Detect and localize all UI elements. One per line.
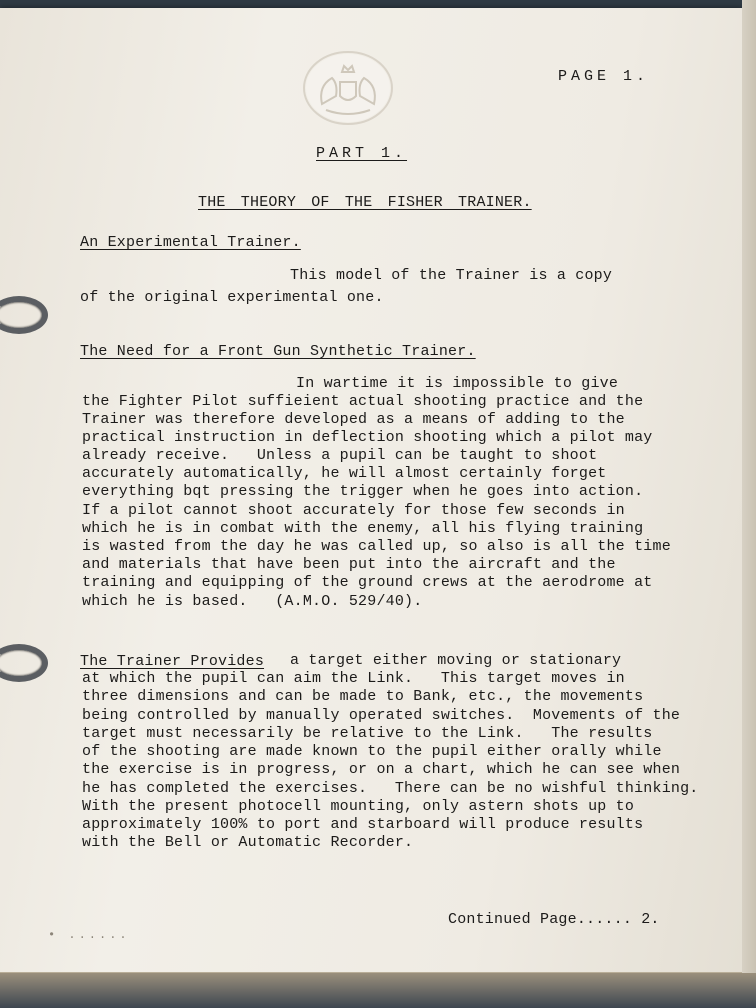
body-line: If a pilot cannot shoot accurately for those few seconds in — [82, 502, 625, 519]
body-line: he has completed the exercises. There can be no wishful thinking. — [82, 780, 699, 797]
body-line: being controlled by manually operated switches. Movements of the — [82, 707, 681, 724]
document-title: THE THEORY OF THE FISHER TRAINER. — [198, 194, 532, 211]
section-heading-experimental: An Experimental Trainer. — [80, 234, 301, 251]
page-label: PAGE 1. — [558, 68, 650, 85]
page-edge — [742, 0, 756, 1008]
binder-background — [0, 973, 756, 1008]
part-label: PART 1. — [316, 145, 408, 162]
body-line: of the shooting are made known to the pupil either orally while — [82, 743, 662, 760]
body-line: with the Bell or Automatic Recorder. — [82, 834, 414, 851]
body-line: the Fighter Pilot suffieient actual shooting practice and the — [82, 393, 644, 410]
body-line: is wasted from the day he was called up, so also is all the time — [82, 538, 671, 555]
body-line: training and equipping of the ground crews at the aerodrome at — [82, 574, 653, 591]
body-line: accurately automatically, he will almost certainly forget — [82, 465, 607, 482]
body-line: the exercise is in progress, or on a chart, which he can see when — [82, 761, 681, 778]
body-line: practical instruction in deflection shooting which a pilot may — [82, 429, 653, 446]
body-line: In wartime it is impossible to give — [296, 375, 619, 392]
section-heading-need: The Need for a Front Gun Synthetic Trainer. — [80, 343, 476, 360]
document-page — [0, 8, 742, 973]
body-line: at which the pupil can aim the Link. This target moves in — [82, 670, 625, 687]
body-line: Trainer was therefore developed as a means of adding to the — [82, 411, 625, 428]
royal-coat-of-arms-emboss — [300, 44, 396, 128]
body-line: which he is in combat with the enemy, all his flying training — [82, 520, 644, 537]
body-line: and materials that have been put into the aircraft and the — [82, 556, 616, 573]
body-line: of the original experimental one. — [80, 289, 384, 306]
body-line: which he is based. (A.M.O. 529/40). — [82, 593, 423, 610]
body-line: a target either moving or stationary — [290, 652, 622, 669]
body-line: target must necessarily be relative to the Link. The results — [82, 725, 653, 742]
body-line: three dimensions and can be made to Bank, etc., the movements — [82, 688, 644, 705]
body-line: With the present photocell mounting, only astern shots up to — [82, 798, 635, 815]
body-line: This model of the Trainer is a copy — [290, 267, 613, 284]
section-heading-provides: The Trainer Provides — [80, 653, 265, 670]
body-line: already receive. Unless a pupil can be taught to shoot — [82, 447, 598, 464]
faint-dots-decoration: • ...... — [48, 928, 130, 942]
continued-page-footer: Continued Page...... 2. — [448, 911, 660, 928]
body-line: everything bqt pressing the trigger when he goes into action. — [82, 483, 644, 500]
body-line: approximately 100% to port and starboard will produce results — [82, 816, 644, 833]
